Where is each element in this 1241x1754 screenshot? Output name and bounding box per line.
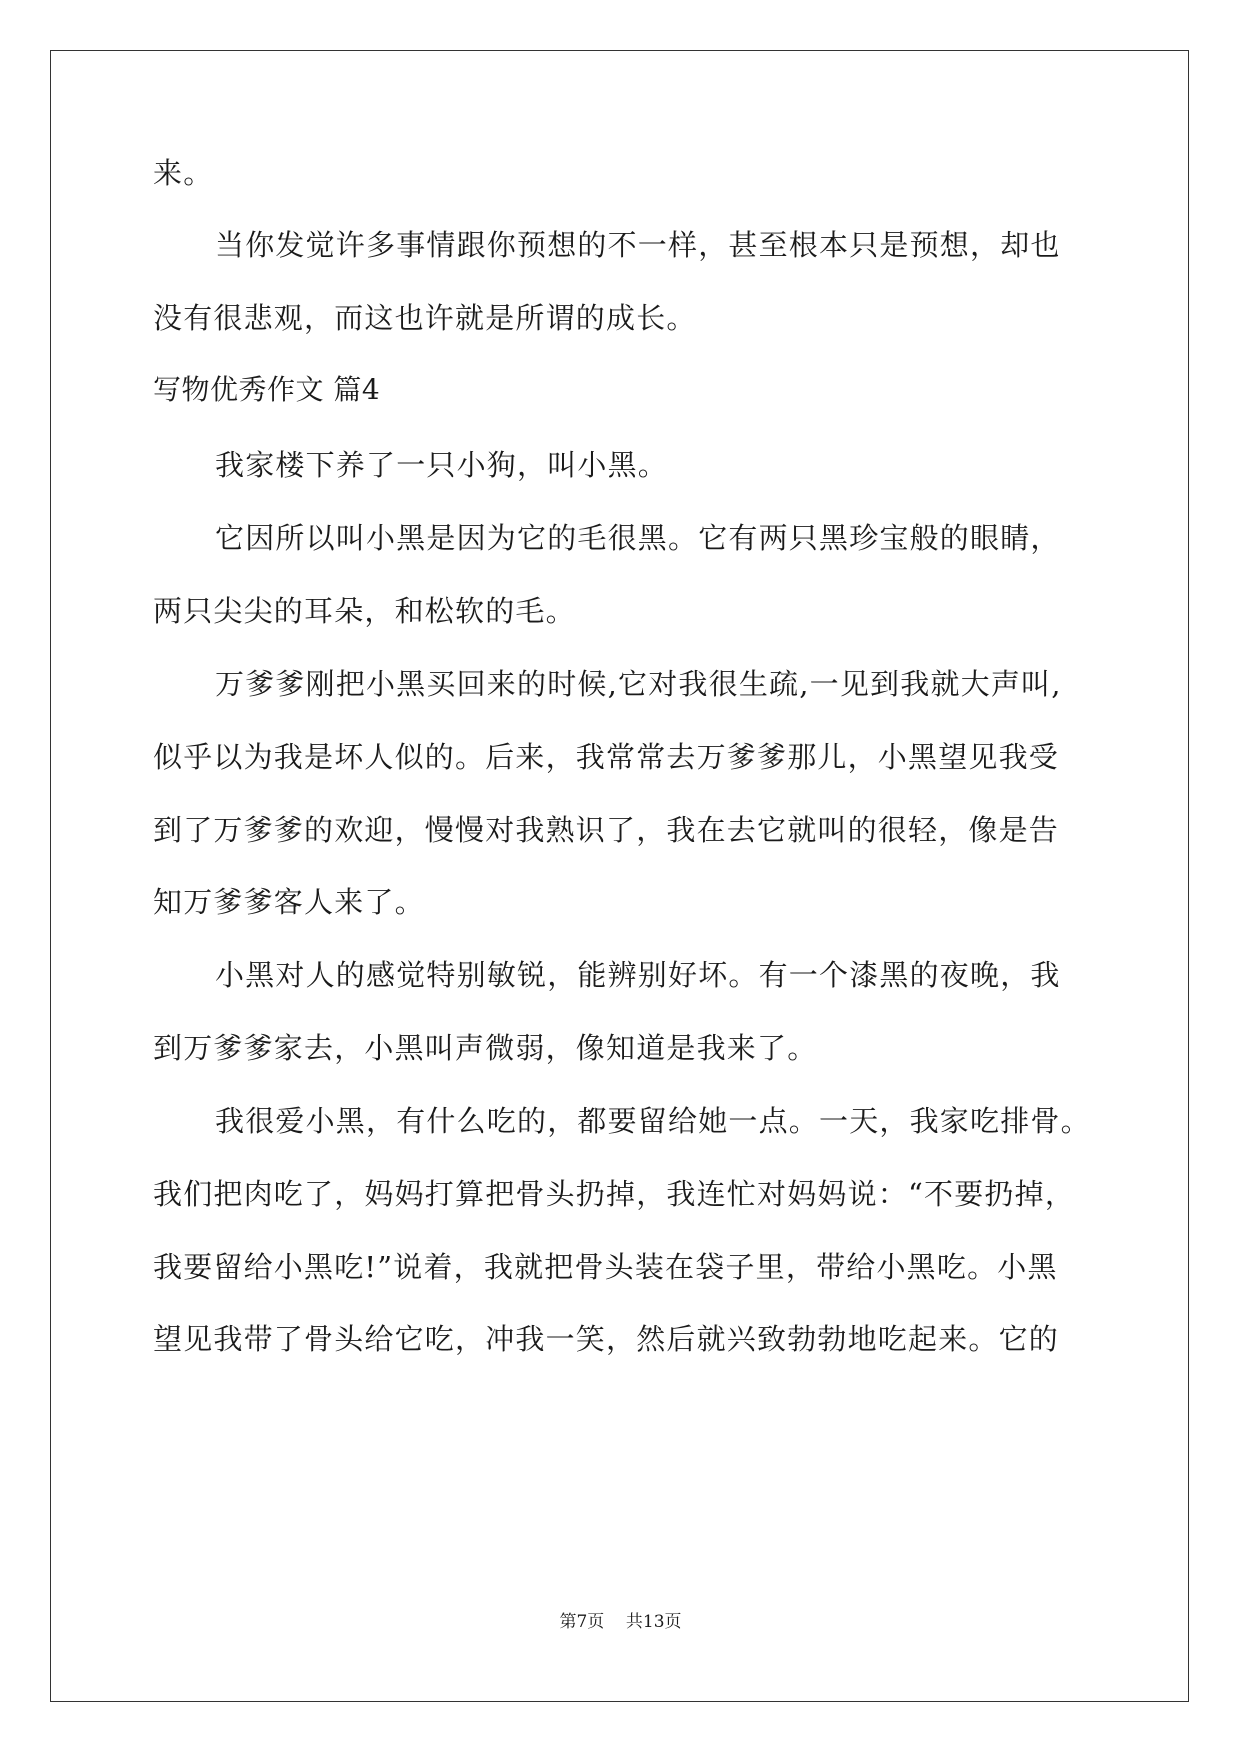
paragraph-line: 到了万爹爹的欢迎，慢慢对我熟识了，我在去它就叫的很轻，像是告 [153,813,1060,847]
paragraph-line: 我家楼下养了一只小狗，叫小黑。 [215,448,669,482]
paragraph-line: 小黑对人的感觉特别敏锐，能辨别好坏。有一个漆黑的夜晚，我 [215,958,1061,992]
page-total: 共13页 [625,1612,682,1632]
paragraph-line: 我很爱小黑，有什么吃的，都要留给她一点。一天，我家吃排骨。 [215,1104,1091,1138]
page-footer [0,1610,1241,1634]
section-heading: 写物优秀作文 篇4 [153,373,381,406]
paragraph-line: 似乎以为我是坏人似的。后来，我常常去万爹爹那儿，小黑望见我受 [153,740,1060,774]
paragraph-line: 来。 [153,156,214,190]
paragraph-line: 我们把肉吃了，妈妈打算把骨头扔掉，我连忙对妈妈说：“不要扔掉， [153,1177,1076,1211]
paragraph-line: 万爹爹刚把小黑买回来的时候,它对我很生疏,一见到我就大声叫, [215,667,1062,701]
paragraph-line: 我要留给小黑吃!”说着，我就把骨头装在袋子里，带给小黑吃。小黑 [153,1250,1058,1284]
paragraph-line: 知万爹爹客人来了。 [153,885,425,919]
paragraph-line: 望见我带了骨头给它吃，冲我一笑，然后就兴致勃勃地吃起来。它的 [153,1322,1060,1356]
page-number: 第7页 [559,1612,605,1632]
paragraph-line: 没有很悲观，而这也许就是所谓的成长。 [153,301,697,335]
paragraph-line: 它因所以叫小黑是因为它的毛很黑。它有两只黑珍宝般的眼睛， [215,521,1061,555]
paragraph-line: 两只尖尖的耳朵，和松软的毛。 [153,594,576,628]
paragraph-line: 到万爹爹家去，小黑叫声微弱，像知道是我来了。 [153,1031,818,1065]
paragraph-line: 当你发觉许多事情跟你预想的不一样，甚至根本只是预想，却也 [215,228,1061,262]
